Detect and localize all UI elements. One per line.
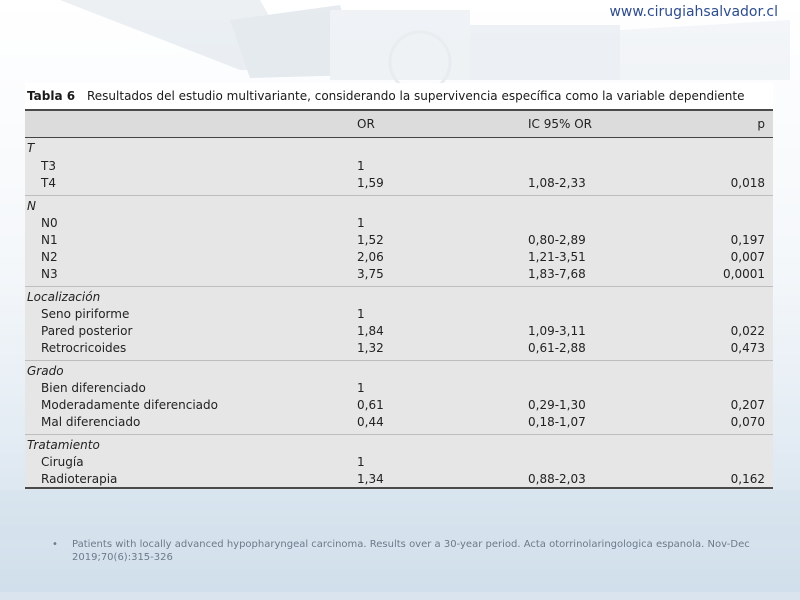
table-row	[25, 340, 773, 357]
row-p: 0,007	[730, 250, 765, 264]
row-p: 0,070	[730, 415, 765, 429]
row-p: 0,207	[730, 398, 765, 412]
row-label: T3	[41, 159, 56, 173]
row-label: Bien diferenciado	[41, 381, 146, 395]
row-ic: 0,18-1,07	[528, 415, 586, 429]
table-title	[25, 83, 773, 111]
row-label: N0	[41, 216, 58, 230]
row-label: Pared posterior	[41, 324, 133, 338]
table-row	[25, 323, 773, 340]
row-ic: 1,08-2,33	[528, 176, 586, 190]
row-ic: 1,09-3,11	[528, 324, 586, 338]
section-header	[25, 437, 773, 454]
table-row	[25, 266, 773, 283]
section-header	[25, 363, 773, 380]
section-title: T	[27, 141, 35, 155]
table-row	[25, 215, 773, 232]
row-label: Moderadamente diferenciado	[41, 398, 218, 412]
row-label: Retrocricoides	[41, 341, 127, 355]
row-p: 0,162	[730, 472, 765, 486]
section-title: Tratamiento	[27, 438, 100, 452]
section-divider	[25, 195, 773, 196]
row-p: 0,022	[730, 324, 765, 338]
row-label: Cirugía	[41, 455, 84, 469]
row-label: N2	[41, 250, 58, 264]
row-label: Seno piriforme	[41, 307, 130, 321]
section-title: Grado	[27, 364, 64, 378]
reference-text: Patients with locally advanced hypopharyngeal carcinoma. Results over a 30-year period. Acta otorrinolaringologica espanola. Nov-Dec 2019;70(6):315-326	[72, 539, 750, 563]
column-header-p: p	[757, 117, 765, 131]
table-row	[25, 454, 773, 471]
row-or: 1	[357, 307, 365, 321]
results-table	[25, 83, 773, 489]
row-or: 1,52	[357, 233, 384, 247]
row-p: 0,197	[730, 233, 765, 247]
row-p: 0,018	[730, 176, 765, 190]
table-bottom-rule	[25, 487, 773, 489]
section-title: N	[27, 199, 36, 213]
section-title: Localización	[27, 290, 101, 304]
table-header	[25, 111, 773, 138]
table-row	[25, 175, 773, 192]
row-or: 1	[357, 455, 365, 469]
row-label: Radioterapia	[41, 472, 118, 486]
column-header-ic: IC 95% OR	[528, 117, 593, 131]
row-or: 1	[357, 216, 365, 230]
row-or: 1,59	[357, 176, 384, 190]
table-row	[25, 414, 773, 431]
row-or: 2,06	[357, 250, 384, 264]
table-caption: Resultados del estudio multivariante, considerando la supervivencia específica como la variable dependiente	[87, 89, 745, 103]
column-header-or: OR	[357, 117, 375, 131]
table-row	[25, 249, 773, 266]
row-ic: 0,29-1,30	[528, 398, 586, 412]
row-ic: 0,61-2,88	[528, 341, 586, 355]
row-or: 1,84	[357, 324, 384, 338]
row-or: 0,44	[357, 415, 384, 429]
section-divider	[25, 434, 773, 435]
row-or: 1	[357, 159, 365, 173]
footer-band	[0, 592, 800, 600]
row-label: Mal diferenciado	[41, 415, 141, 429]
table-row	[25, 380, 773, 397]
row-label: N1	[41, 233, 58, 247]
row-ic: 1,83-7,68	[528, 267, 586, 281]
row-or: 1,32	[357, 341, 384, 355]
row-or: 1	[357, 381, 365, 395]
row-label: T4	[41, 176, 56, 190]
row-or: 0,61	[357, 398, 384, 412]
reference-bullet: •	[52, 539, 58, 550]
section-divider	[25, 360, 773, 361]
table-row	[25, 158, 773, 175]
table-number: Tabla 6	[27, 89, 76, 103]
row-p: 0,473	[730, 341, 765, 355]
row-label: N3	[41, 267, 58, 281]
table-row	[25, 232, 773, 249]
row-or: 1,34	[357, 472, 384, 486]
row-ic: 1,21-3,51	[528, 250, 586, 264]
row-ic: 0,80-2,89	[528, 233, 586, 247]
section-header	[25, 198, 773, 215]
table-row	[25, 471, 773, 488]
section-header	[25, 140, 773, 157]
section-header	[25, 289, 773, 306]
table-row	[25, 397, 773, 414]
row-ic: 0,88-2,03	[528, 472, 586, 486]
row-or: 3,75	[357, 267, 384, 281]
table-body	[25, 138, 773, 487]
site-url[interactable]: www.cirugiahsalvador.cl	[609, 4, 778, 20]
section-divider	[25, 286, 773, 287]
row-p: 0,0001	[723, 267, 765, 281]
table-row	[25, 306, 773, 323]
